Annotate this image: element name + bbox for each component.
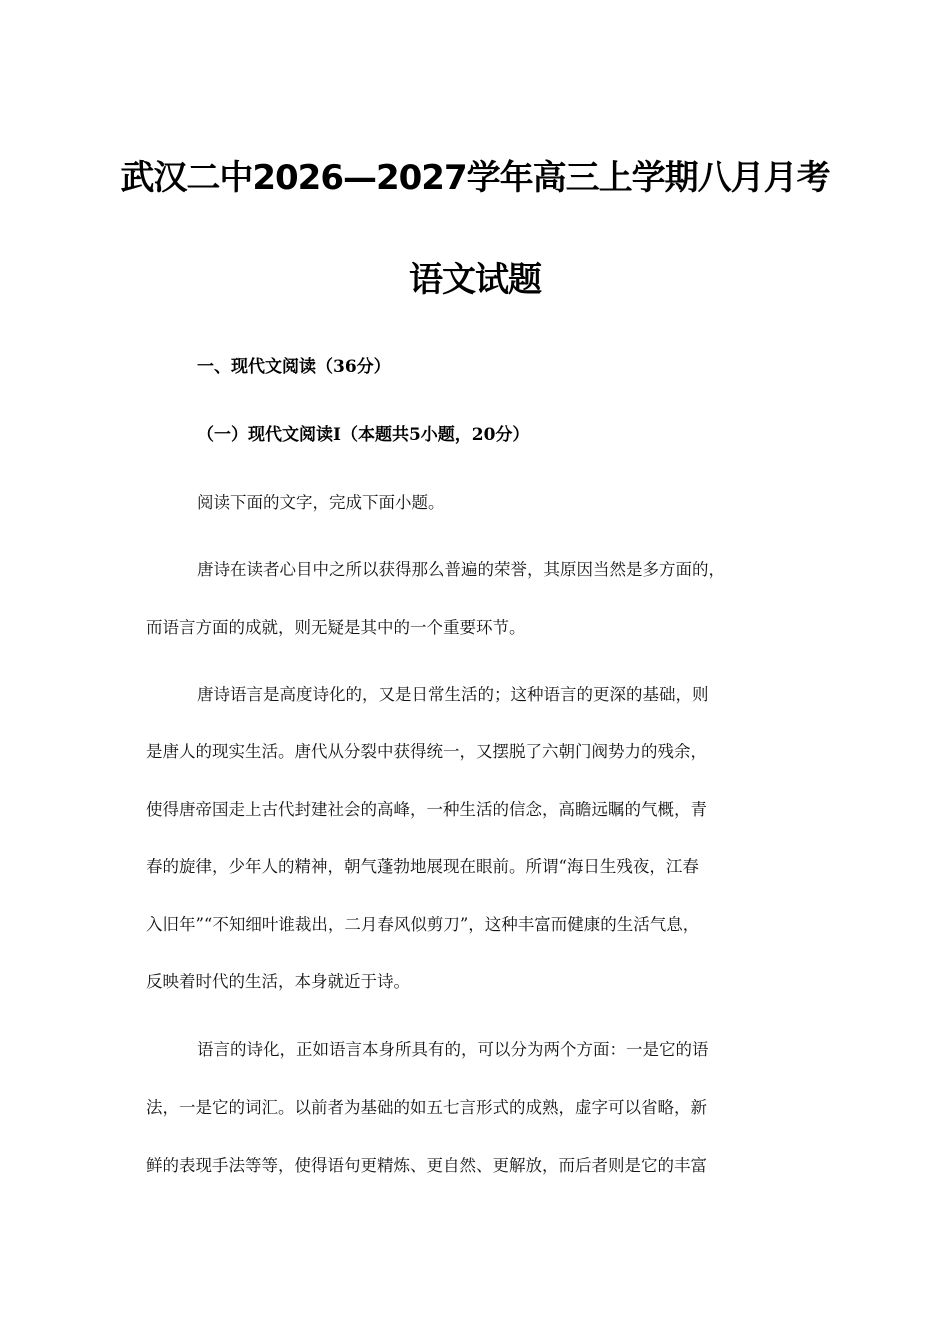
paragraph-line: 而语言方面的成就，则无疑是其中的一个重要环节。 [146, 618, 526, 637]
paragraph-line: 鲜的表现手法等等，使得语句更精炼、更自然、更解放，而后者则是它的丰富 [146, 1156, 707, 1175]
paragraph-line: 法，一是它的词汇。以前者为基础的如五七言形式的成熟，虚字可以省略，新 [146, 1098, 707, 1117]
paragraph-line: 语言的诗化，正如语言本身所具有的，可以分为两个方面：一是它的语 [197, 1040, 709, 1059]
subsection-heading: （一）现代文阅读Ⅰ（本题共5小题，20分） [197, 425, 530, 445]
paragraph-line: 唐诗在读者心目中之所以获得那么普遍的荣誉，其原因当然是多方面的， [197, 560, 725, 579]
paragraph-line: 春的旋律，少年人的精神，朝气蓬勃地展现在眼前。所谓“海日生残夜，江春 [146, 857, 699, 876]
paragraph-line: 使得唐帝国走上古代封建社会的高峰，一种生活的信念，高瞻远瞩的气概，青 [146, 800, 707, 819]
reading-instruction: 阅读下面的文字，完成下面小题。 [197, 493, 445, 512]
paragraph-line: 反映着时代的生活，本身就近于诗。 [146, 972, 410, 991]
document-subtitle: 语文试题 [409, 260, 541, 300]
document-title: 武汉二中2026—2027学年高三上学期八月月考 [120, 158, 830, 198]
paragraph-line: 是唐人的现实生活。唐代从分裂中获得统一，又摆脱了六朝门阀势力的残余， [146, 742, 707, 761]
paragraph-line: 唐诗语言是高度诗化的，又是日常生活的；这种语言的更深的基础，则 [197, 685, 709, 704]
section-heading: 一、现代文阅读（36分） [197, 357, 391, 377]
paragraph-line: 入旧年”“不知细叶谁裁出，二月春风似剪刀”，这种丰富而健康的生活气息， [146, 915, 700, 934]
